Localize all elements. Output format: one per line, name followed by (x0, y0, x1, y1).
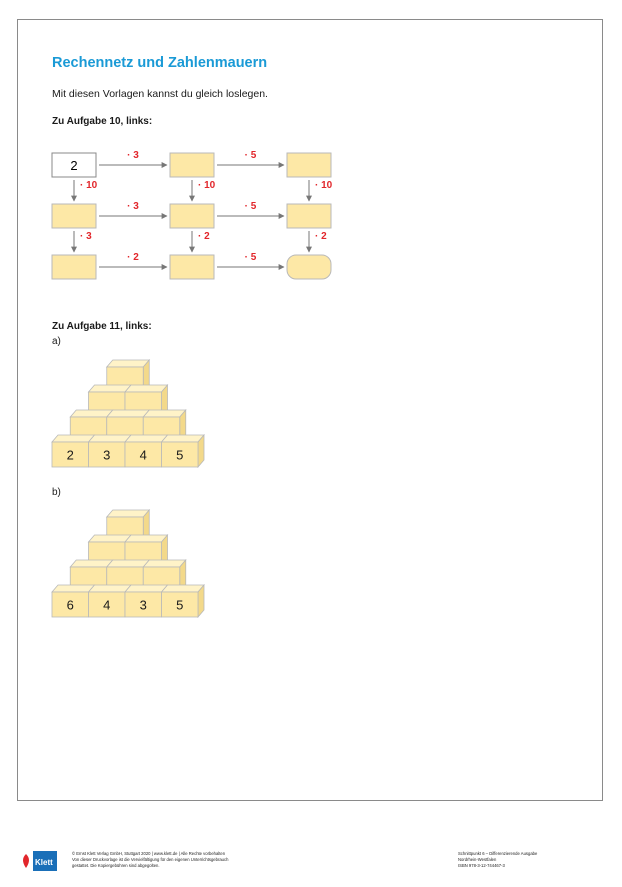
brick-top (162, 585, 205, 592)
brick-number: 5 (176, 447, 184, 463)
footer-left-line: gestattet. Die Kopiergebühren sind abgegolten. (72, 863, 160, 868)
brick-top (89, 435, 132, 442)
operator-label: · 5 (244, 201, 257, 212)
zahlenmauer-a (52, 360, 204, 467)
brick-number: 2 (66, 447, 74, 463)
footer-right-line: Nordrhein-Westfalen (458, 857, 497, 862)
brick-top (125, 435, 168, 442)
brick-top (125, 385, 168, 392)
label-b: b) (52, 487, 61, 498)
footer-left-line: Von dieser Druckvorlage ist die Vervielfältigung für den eigenen Unterrichtsgebrauch (72, 857, 229, 862)
brick-top (70, 410, 113, 417)
operator-label: · 5 (244, 252, 257, 263)
aufgabe-11-heading: Zu Aufgabe 11, links: (52, 321, 152, 332)
brick-number: 6 (66, 597, 74, 613)
operator-label: · 2 (198, 231, 210, 242)
logo-text: Klett (35, 858, 53, 867)
brick-number: 3 (139, 597, 147, 613)
brick-top (107, 410, 150, 417)
brick-number: 4 (103, 597, 111, 613)
brick-top (162, 435, 205, 442)
brick-top (107, 560, 150, 567)
footer-right (458, 851, 537, 869)
footer-right-line: ISBN 978-3-12-744467-3 (458, 863, 505, 868)
operator-label: · 3 (127, 201, 139, 212)
operator-label: · 3 (127, 150, 139, 161)
brick-top (107, 510, 150, 517)
label-a: a) (52, 336, 61, 347)
klett-logo (19, 851, 57, 871)
footer-left (72, 851, 228, 869)
brick-top (52, 585, 95, 592)
brick-top (125, 535, 168, 542)
brick-top (143, 560, 186, 567)
operator-label: · 2 (127, 252, 139, 263)
brick-top (52, 435, 95, 442)
brick-top (89, 385, 132, 392)
brick-top (70, 560, 113, 567)
brick-top (107, 360, 150, 367)
brick-top (143, 410, 186, 417)
start-value: 2 (70, 158, 78, 173)
brick-top (89, 585, 132, 592)
brick-top (89, 535, 132, 542)
page-title: Rechennetz und Zahlenmauern (52, 55, 268, 71)
operator-label: · 10 (198, 180, 216, 191)
footer-right-line: Schnittpunkt 6 – Differenzierende Ausgabe (458, 851, 538, 856)
footer-left-line: © Ernst Klett Verlag GmbH, Stuttgart 2020 | www.klett.de | Alle Rechte vorbehalten (72, 851, 226, 856)
zahlenmauer-b (52, 510, 204, 617)
intro-text: Mit diesen Vorlagen kannst du gleich loslegen. (52, 88, 268, 100)
operator-label: · 10 (315, 180, 333, 191)
brick-number: 4 (139, 447, 147, 463)
aufgabe-10-heading: Zu Aufgabe 10, links: (52, 116, 153, 127)
brick-number: 5 (176, 597, 184, 613)
operator-label: · 3 (80, 231, 92, 242)
operator-label: · 5 (244, 150, 257, 161)
operator-label: · 2 (315, 231, 327, 242)
operator-label: · 10 (80, 180, 98, 191)
brick-number: 3 (103, 447, 111, 463)
brick-top (125, 585, 168, 592)
